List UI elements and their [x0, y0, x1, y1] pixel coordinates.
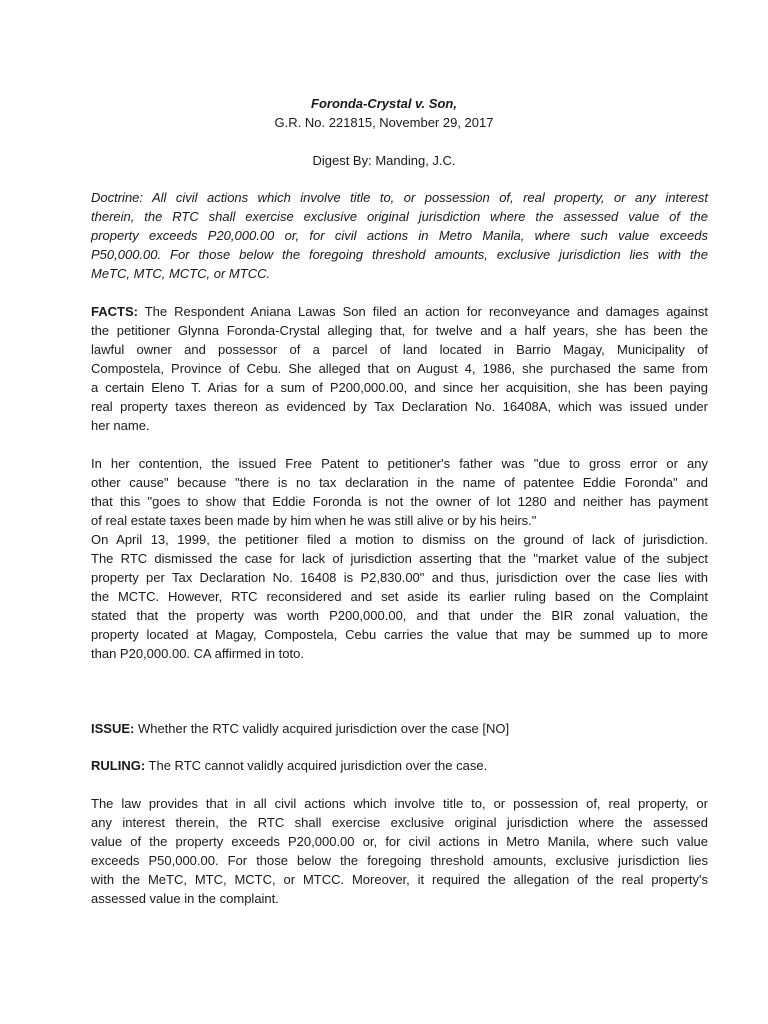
procedure-line: The RTC dismissed the case for lack of jurisdiction asserting that the "market value of the subject [91, 551, 708, 566]
procedure-line: property located at Magay, Compostela, Cebu carries the value that may be summed up to more [91, 627, 708, 642]
facts-paragraph [91, 302, 708, 435]
doctrine-paragraph [91, 188, 708, 283]
case-citation: G.R. No. 221815, November 29, 2017 [274, 115, 494, 130]
law-paragraph [91, 794, 708, 908]
case-title: Foronda-Crystal v. Son, [311, 96, 457, 111]
facts-label: FACTS: [91, 304, 138, 319]
ruling-label: RULING: [91, 758, 146, 773]
contention-paragraph [91, 454, 708, 530]
contention-line: of real estate taxes been made by him when he was still alive or by his heirs." [91, 513, 537, 528]
procedure-line: stated that the property was worth P200,000.00, and that under the BIR zonal valuation, the [91, 608, 708, 623]
facts-line: Compostela, Province of Cebu. She alleged that on August 4, 1986, she purchased the same from [91, 361, 708, 376]
issue-text: Whether the RTC validly acquired jurisdiction over the case [NO] [134, 721, 510, 736]
facts-line: a certain Eleno T. Arias for a sum of P200,000.00, and since her acquisition, she has been paying [91, 380, 708, 395]
doctrine-line: P50,000.00. For those below the foregoing threshold amounts, exclusive jurisdiction lies with the [91, 247, 708, 262]
contention-line: other cause" because "there is no tax declaration in the name of patentee Eddie Foronda" and [91, 475, 708, 490]
contention-line: that this "goes to show that Eddie Foronda is not the owner of lot 1280 and neither has payment [91, 494, 708, 509]
procedure-line: On April 13, 1999, the petitioner filed a motion to dismiss on the ground of lack of jurisdiction. [91, 532, 708, 547]
issue-label: ISSUE: [91, 721, 135, 736]
facts-line: lawful owner and possessor of a parcel of land located in Barrio Magay, Municipality of [91, 342, 708, 357]
procedure-line: property per Tax Declaration No. 16408 is P2,830.00" and thus, jurisdiction over the case lies with [91, 570, 708, 585]
doctrine-line: Doctrine: All civil actions which involve title to, or possession of, real property, or any interest [91, 190, 708, 205]
facts-line: the petitioner Glynna Foronda-Crystal alleging that, for twelve and a half years, she has been the [91, 323, 708, 338]
digest-author: Digest By: Manding, J.C. [312, 153, 456, 168]
procedure-line: the MCTC. However, RTC reconsidered and set aside its earlier ruling based on the Complaint [91, 589, 708, 604]
procedure-paragraph [91, 530, 708, 663]
law-line: any interest therein, the RTC shall exercise exclusive original jurisdiction where the assessed [91, 815, 708, 830]
procedure-line: than P20,000.00. CA affirmed in toto. [91, 646, 304, 661]
facts-text: The Respondent Aniana Lawas Son filed an action for reconveyance and damages against [137, 304, 708, 319]
ruling-text: The RTC cannot validly acquired jurisdiction over the case. [145, 758, 488, 773]
facts-line: real property taxes thereon as evidenced by Tax Declaration No. 16408A, which was issued under [91, 399, 708, 414]
law-line: The law provides that in all civil actions which involve title to, or possession of, real property, or [91, 796, 708, 811]
facts-line [91, 302, 708, 321]
law-line: assessed value in the complaint. [91, 891, 279, 906]
law-line: exceeds P50,000.00. For those below the foregoing threshold amounts, exclusive jurisdiction lies [91, 853, 708, 868]
issue-paragraph [91, 719, 708, 738]
doctrine-line: property exceeds P20,000.00 or, for civil actions in Metro Manila, where such value exceeds [91, 228, 708, 243]
doctrine-line: therein, the RTC shall exercise exclusive original jurisdiction where the assessed value of the [91, 209, 708, 224]
law-line: with the MeTC, MTC, MCTC, or MTCC. Moreover, it required the allegation of the real property's [91, 872, 708, 887]
facts-line: her name. [91, 418, 150, 433]
law-line: value of the property exceeds P20,000.00 or, for civil actions in Metro Manila, where such value [91, 834, 708, 849]
doctrine-line: MeTC, MTC, MCTC, or MTCC. [91, 266, 271, 281]
ruling-paragraph [91, 756, 708, 775]
contention-line: In her contention, the issued Free Patent to petitioner's father was "due to gross error or any [91, 456, 708, 471]
